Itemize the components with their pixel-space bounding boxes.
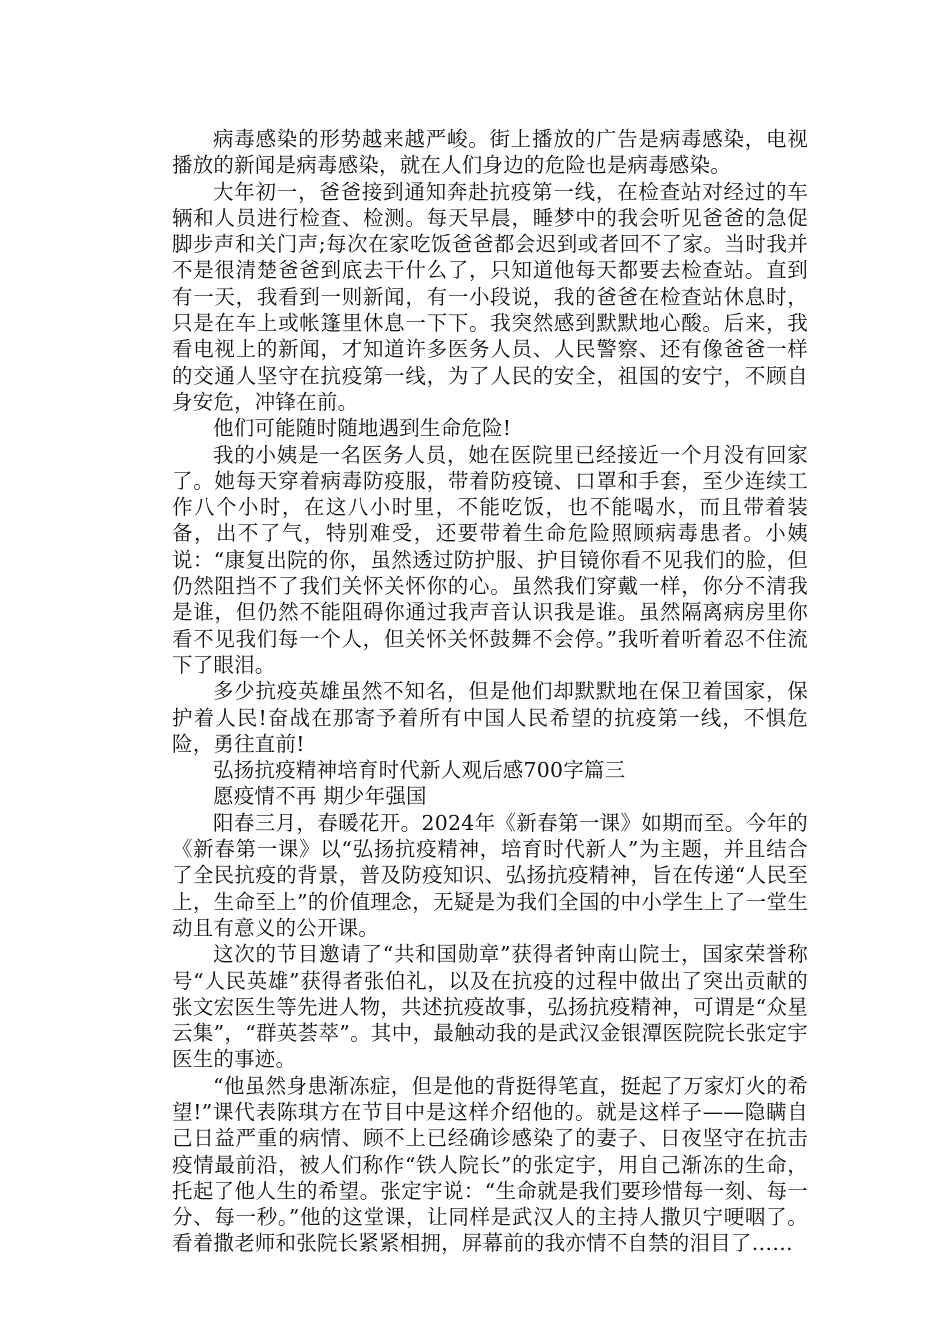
paragraph-aunt: 我的小姨是一名医务人员，她在医院里已经接近一个月没有回家了。她每天穿着病毒防疫服，带着防疫镜、口罩和手套，至少连续工作八个小时，在这八小时里，不能吃饭，也不能喝水，而且带着装备，出不了气，特别难受，还要带着生命危险照顾病毒患者。小姨说：“康复出院的你，虽然透过防护服、护目镜你看不见我们的脸，但仍然阻挡不了我们关怀关怀你的心。虽然我们穿戴一样，你分不清我是谁，但仍然不能阻碍你通过我声音认识我是谁。虽然隔离病房里你看不见我们每一个人，但关怀关怀鼓舞不会停。”我听着听着忍不住流下了眼泪。 — [172, 442, 808, 677]
paragraph-program-guests: 这次的节目邀请了“共和国勋章”获得者钟南山院士，国家荣誉称号“人民英雄”获得者张伯礼，以及在抗疫的过程中做出了突出贡献的张文宏医生等先进人物，共述抗疫故事，弘扬抗疫精神，可谓是“众星云集”，“群英荟萃”。其中，最触动我的是武汉金银潭医院院长张定宇医生的事迹。 — [172, 942, 808, 1072]
paragraph-father: 大年初一，爸爸接到通知奔赴抗疫第一线，在检查站对经过的车辆和人员进行检查、检测。每天早晨，睡梦中的我会听见爸爸的急促脚步声和关门声;每次在家吃饭爸爸都会迟到或者回不了家。当时我并不是很清楚爸爸到底去干什么了，只知道他每天都要去检查站。直到有一天，我看到一则新闻，有一小段说，我的爸爸在检查站休息时，只是在车上或帐篷里休息一下下。我突然感到默默地心酸。后来，我看电视上的新闻，才知道许多医务人员、人民警察、还有像爸爸一样的交通人坚守在抗疫第一线，为了人民的安全，祖国的安宁，不顾自身安危，冲锋在前。 — [172, 179, 808, 414]
paragraph-danger: 他们可能随时随地遇到生命危险! — [213, 416, 512, 441]
paragraph-zhang-dingyu: “他虽然身患渐冻症，但是他的背挺得笔直，挺起了万家灯火的希望!”课代表陈琪方在节目中是这样介绍他的。就是这样子——隐瞒自己日益严重的病情、顾不上已经确诊感染了的妻子、日夜坚守在抗击疫情最前沿，被人们称作“铁人院长”的张定宇，用自己渐冻的生命，托起了他人生的希望。张定宇说：“生命就是我们要珍惜每一刻、每一分、每一秒。”他的这堂课，让同样是武汉人的主持人撒贝宁哽咽了。看着撒老师和张院长紧紧相拥，屏幕前的我亦情不自禁的泪目了…… — [172, 1073, 808, 1256]
paragraph-situation: 病毒感染的形势越来越严峻。街上播放的广告是病毒感染，电视播放的新闻是病毒感染，就在人们身边的危险也是病毒感染。 — [172, 127, 808, 178]
section-title: 弘扬抗疫精神培育时代新人观后感700字篇三 — [213, 758, 626, 783]
section-subtitle: 愿疫情不再 期少年强国 — [213, 784, 427, 809]
paragraph-new-spring-lesson: 阳春三月，春暖花开。2024年《新春第一课》如期而至。今年的《新春第一课》以“弘扬抗疫精神，培育时代新人”为主题，并且结合了全民抗疫的背景，普及防疫知识、弘扬抗疫精神，旨在传递“人民至上，生命至上”的价值理念，无疑是为我们全国的中小学生上了一堂生动且有意义的公开课。 — [172, 810, 808, 940]
article-body — [172, 126, 808, 1257]
paragraph-heroes: 多少抗疫英雄虽然不知名，但是他们却默默地在保卫着国家，保护着人民!奋战在那寄予着所有中国人民希望的抗疫第一线，不惧危险，勇往直前! — [172, 679, 808, 756]
